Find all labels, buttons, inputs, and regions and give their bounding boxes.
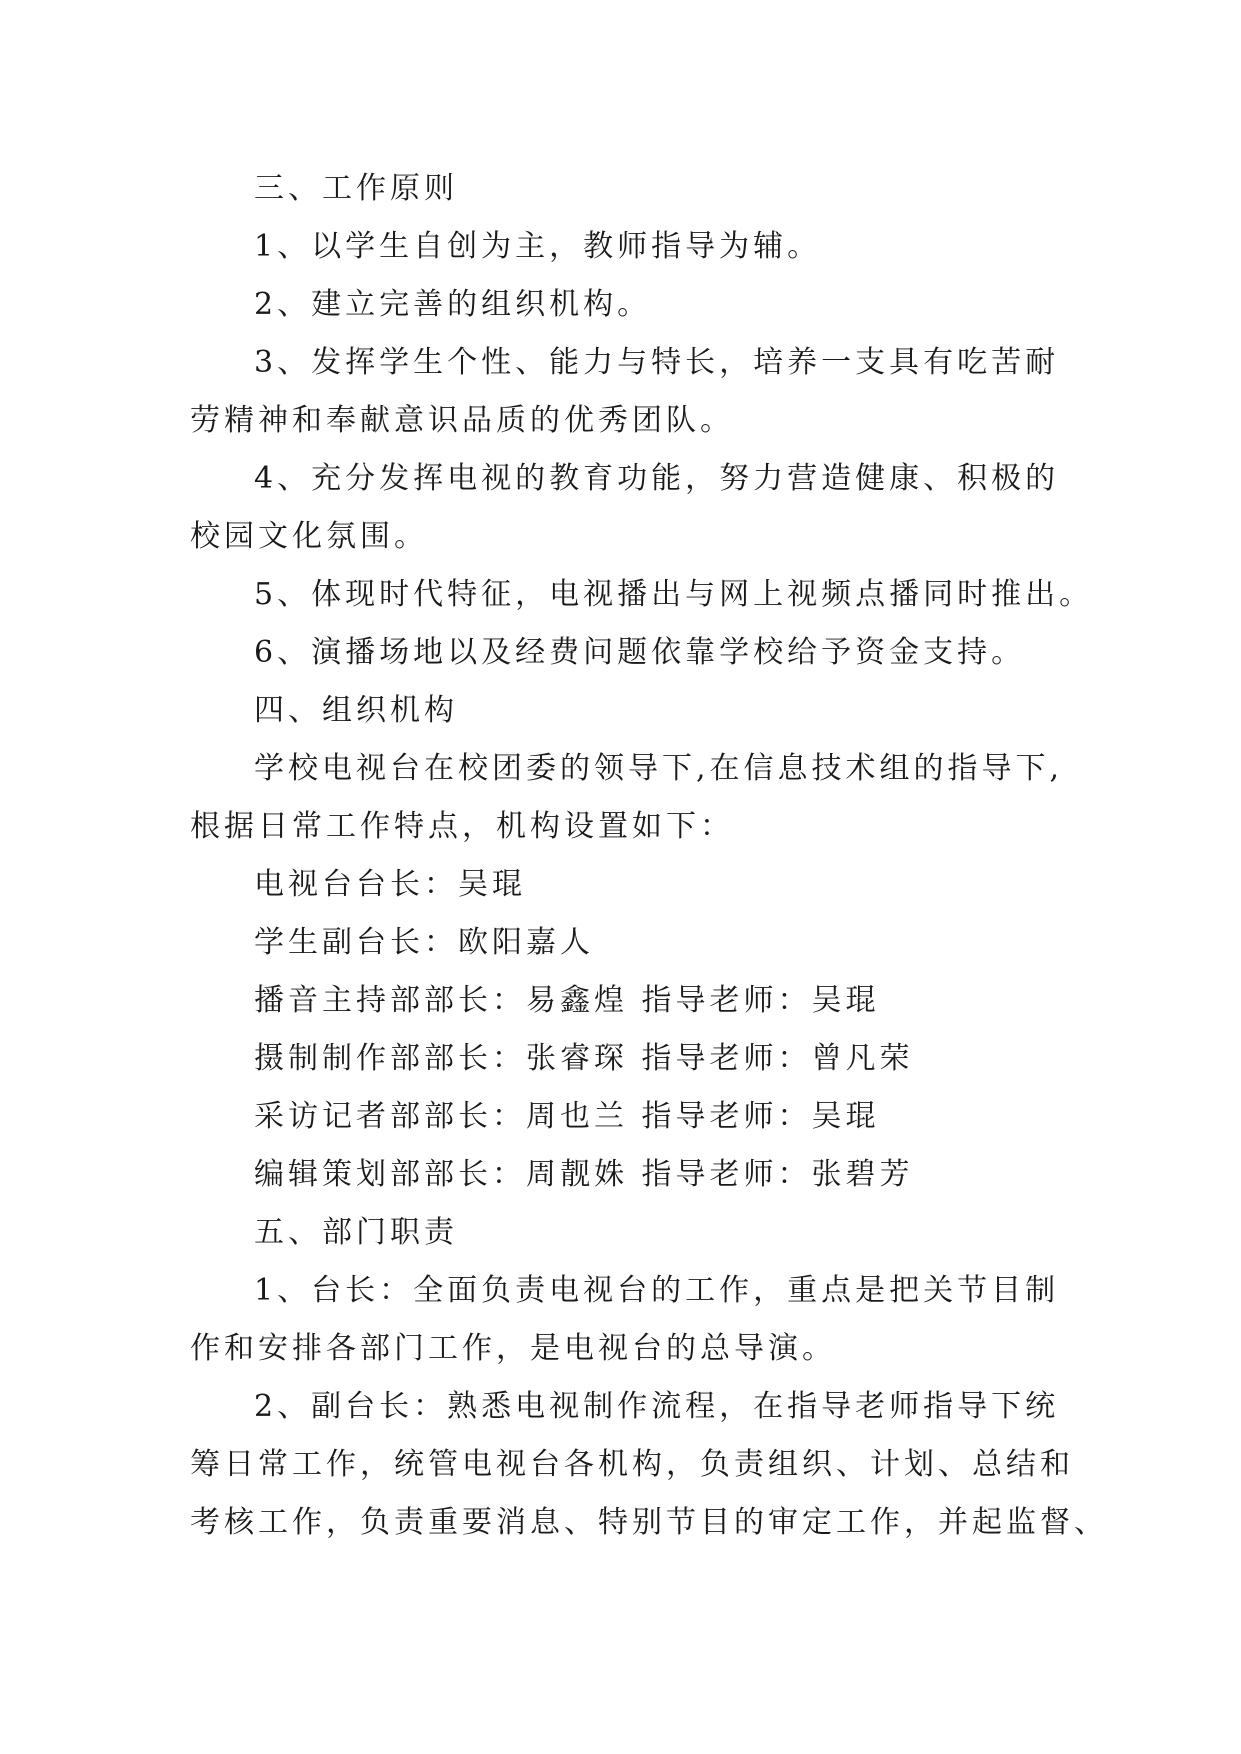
principle-item-4-line-2: 校园文化氛围。 [190,519,428,554]
duty-item-2-line-3: 考核工作，负责重要消息、特别节目的审定工作，并起监督、 [190,1505,1108,1540]
duty-item-2-line-2: 筹日常工作，统管电视台各机构，负责组织、计划、总结和 [190,1447,1074,1482]
principle-item-5: 5、体现时代特征，电视播出与网上视频点播同时推出。 [254,577,1094,612]
organization-intro-line-1: 学校电视台在校团委的领导下,在信息技术组的指导下, [254,751,1064,786]
principle-item-1: 1、以学生自创为主，教师指导为辅。 [254,229,822,264]
station-director: 电视台台长：吴琨 [254,867,526,902]
student-deputy-director: 学生副台长：欧阳嘉人 [254,925,594,960]
duty-item-1-line-2: 作和安排各部门工作，是电视台的总导演。 [190,1331,836,1366]
filming-production-dept: 摄制制作部部长：张睿琛 指导老师：曾凡荣 [254,1041,914,1076]
section-heading-work-principles: 三、工作原则 [254,171,458,206]
principle-item-3-line-2: 劳精神和奉献意识品质的优秀团队。 [190,403,734,438]
principle-item-4-line-1: 4、充分发挥电视的教育功能，努力营造健康、积极的 [254,461,1060,496]
duty-item-2-line-1: 2、副台长：熟悉电视制作流程，在指导老师指导下统 [254,1389,1060,1424]
organization-intro-line-2: 根据日常工作特点，机构设置如下： [190,809,734,844]
section-heading-department-duties: 五、部门职责 [254,1215,458,1250]
broadcast-hosting-dept: 播音主持部部长：易鑫煌 指导老师：吴琨 [254,983,880,1018]
duty-item-1-line-1: 1、台长：全面负责电视台的工作，重点是把关节目制 [254,1273,1060,1308]
principle-item-2: 2、建立完善的组织机构。 [254,287,652,322]
document-body [190,160,1108,1552]
principle-item-3-line-1: 3、发挥学生个性、能力与特长，培养一支具有吃苦耐 [254,345,1060,380]
editing-planning-dept: 编辑策划部部长：周靓姝 指导老师：张碧芳 [254,1157,914,1192]
section-heading-organization: 四、组织机构 [254,693,458,728]
reporting-dept: 采访记者部部长：周也兰 指导老师：吴琨 [254,1099,880,1134]
principle-item-6: 6、演播场地以及经费问题依靠学校给予资金支持。 [254,635,1026,670]
